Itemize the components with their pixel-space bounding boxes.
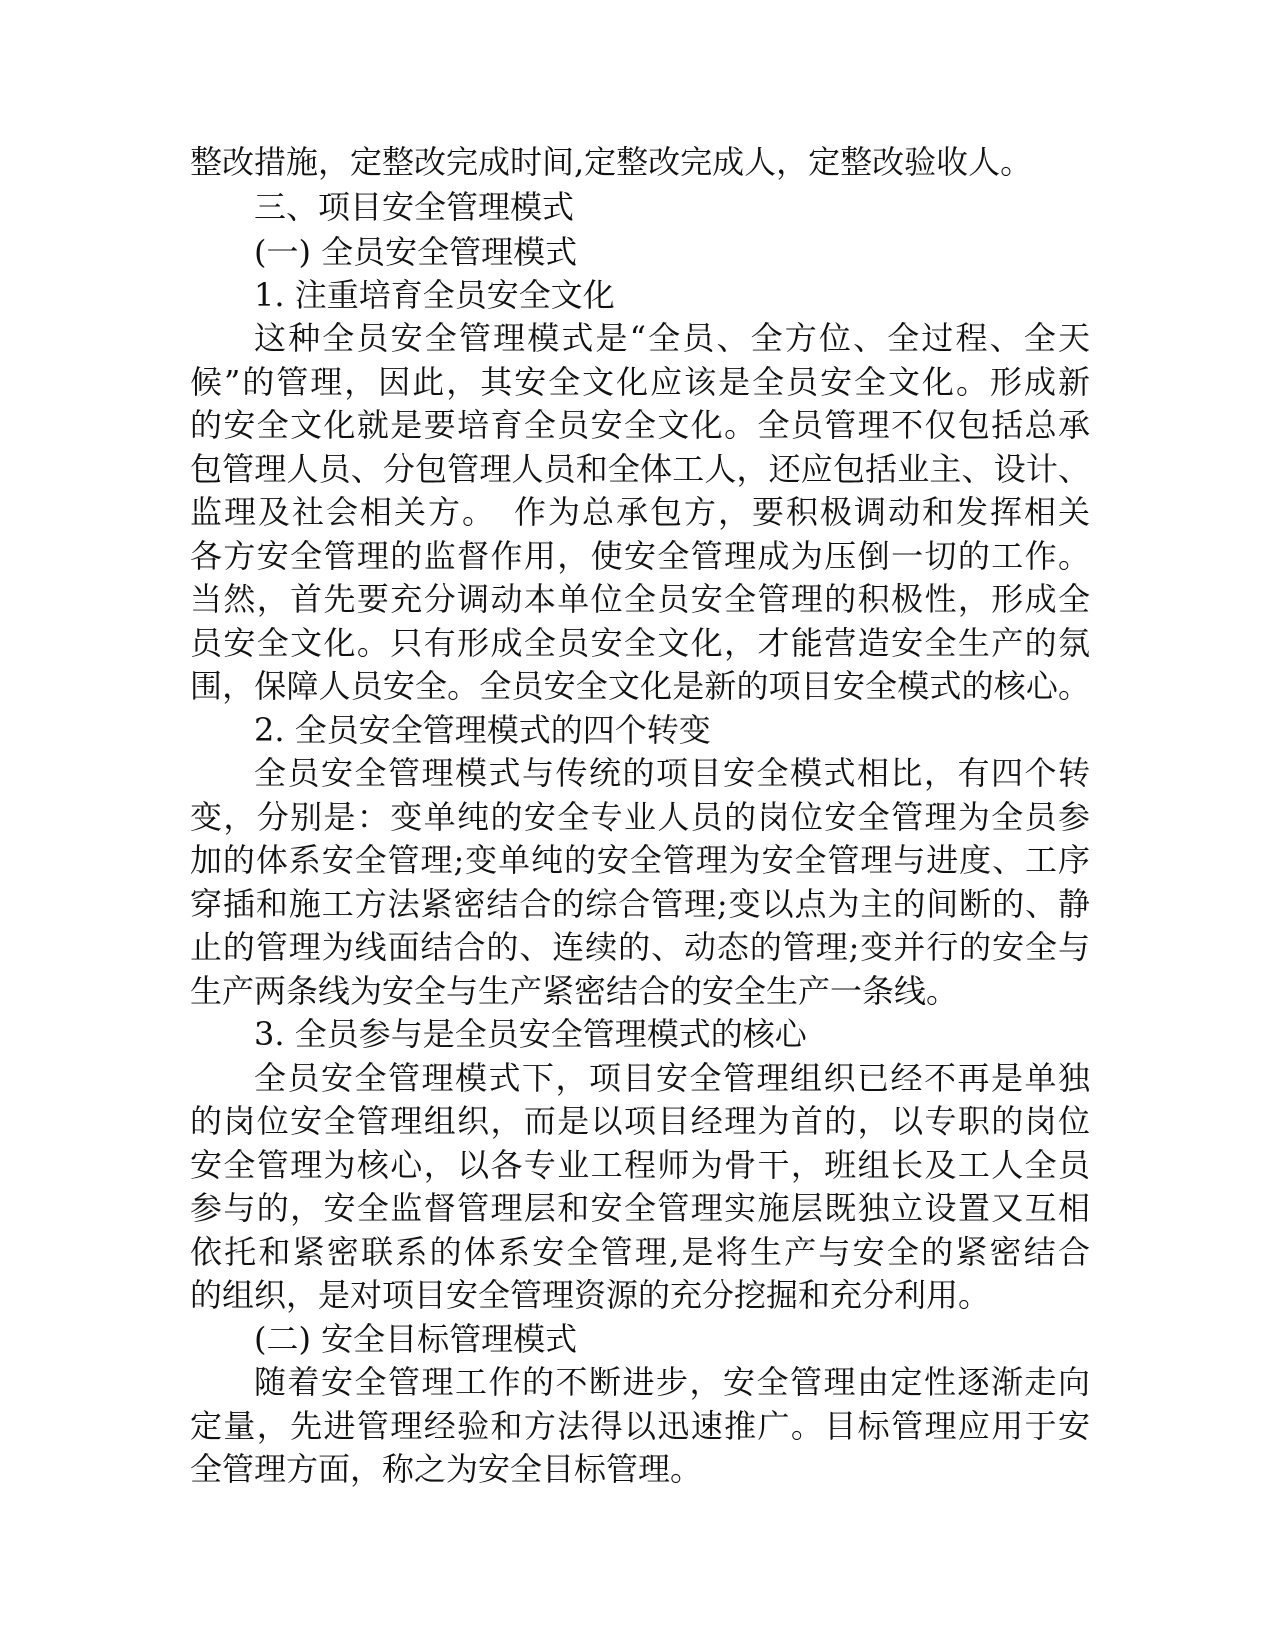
paragraph-line: 全员安全管理模式下，项目安全管理组织已经不再是单独 — [254, 1059, 1090, 1097]
paragraph-line: 止的管理为线面结合的、连续的、动态的管理;变并行的安全与 — [190, 928, 1090, 966]
paragraph-line: 定量，先进管理经验和方法得以迅速推广。目标管理应用于安 — [190, 1407, 1090, 1445]
paragraph-line: 的岗位安全管理组织，而是以项目经理为首的，以专职的岗位 — [190, 1102, 1090, 1140]
paragraph-line: 穿插和施工方法紧密结合的综合管理;变以点为主的间断的、静 — [190, 885, 1090, 923]
paragraph-line: 加的体系安全管理;变单纯的安全管理为安全管理与进度、工序 — [190, 841, 1090, 879]
subsection-heading: (一) 全员安全管理模式 — [254, 233, 578, 271]
paragraph-line: 全管理方面，称之为安全目标管理。 — [190, 1450, 703, 1488]
paragraph-line: 候”的管理，因此，其安全文化应该是全员安全文化。形成新 — [190, 363, 1090, 401]
paragraph-line: 员安全文化。只有形成全员安全文化，才能营造安全生产的氛 — [190, 624, 1090, 662]
item-heading: 2. 全员安全管理模式的四个转变 — [254, 711, 711, 749]
paragraph-line: 依托和紧密联系的体系安全管理,是将生产与安全的紧密结合 — [190, 1233, 1090, 1271]
paragraph-line: 的安全文化就是要培育全员安全文化。全员管理不仅包括总承 — [190, 406, 1090, 444]
paragraph-line: 安全管理为核心，以各专业工程师为骨干，班组长及工人全员 — [190, 1146, 1090, 1184]
paragraph-line: 全员安全管理模式与传统的项目安全模式相比，有四个转 — [254, 754, 1090, 792]
paragraph-line: 的组织，是对项目安全管理资源的充分挖掘和充分利用。 — [190, 1276, 991, 1314]
section-heading: 三、项目安全管理模式 — [254, 188, 575, 226]
paragraph-line: 变，分别是：变单纯的安全专业人员的岗位安全管理为全员参 — [190, 798, 1090, 836]
item-heading: 3. 全员参与是全员安全管理模式的核心 — [254, 1015, 807, 1053]
paragraph-line: 生产两条线为安全与生产紧密结合的安全生产一条线。 — [190, 972, 959, 1010]
paragraph-line: 当然，首先要充分调动本单位全员安全管理的积极性，形成全 — [190, 580, 1090, 618]
paragraph-line: 围，保障人员安全。全员安全文化是新的项目安全模式的核心。 — [190, 667, 1090, 705]
paragraph-line: 包管理人员、分包管理人员和全体工人，还应包括业主、设计、 — [190, 450, 1090, 488]
paragraph-line: 随着安全管理工作的不断进步，安全管理由定性逐渐走向 — [254, 1363, 1090, 1401]
subsection-heading: (二) 安全目标管理模式 — [254, 1320, 578, 1358]
paragraph-line: 整改措施，定整改完成时间,定整改完成人，定整改验收人。 — [190, 143, 1033, 181]
paragraph-line: 参与的，安全监督管理层和安全管理实施层既独立设置又互相 — [190, 1189, 1090, 1227]
paragraph-line: 这种全员安全管理模式是“全员、全方位、全过程、全天 — [254, 319, 1090, 357]
paragraph-line: 各方安全管理的监督作用，使安全管理成为压倒一切的工作。 — [190, 537, 1090, 575]
paragraph-line: 监理及社会相关方。 作为总承包方，要积极调动和发挥相关 — [190, 493, 1090, 531]
item-heading: 1. 注重培育全员安全文化 — [254, 276, 615, 314]
